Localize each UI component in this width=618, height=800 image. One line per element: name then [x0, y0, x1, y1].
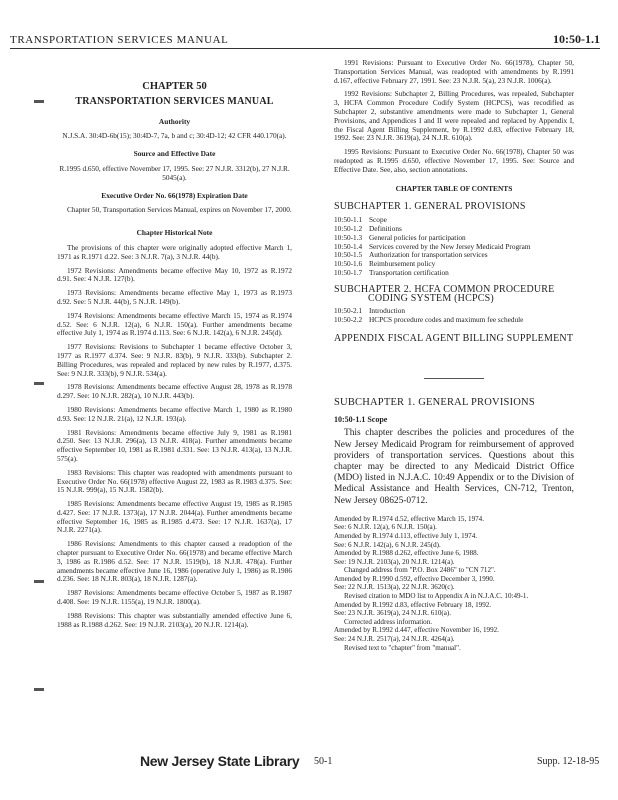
annotation-line: Amended by R.1990 d.592, effective December 3, 1990. — [334, 574, 495, 583]
annotation-line: Amended by R.1992 d.447, effective November 16, 1992. — [334, 626, 499, 635]
toc-entry-title: Scope — [369, 215, 387, 225]
history-paragraph: 1973 Revisions: Amendments became effective May 1, 1973 as R.1973 d.92. See: 5 N.J.R. 44(b), 5 N.J.R. 149(b). — [57, 288, 292, 306]
history-paragraph: 1995 Revisions: Pursuant to Executive Order No. 66(1978), Chapter 50 was readopted as R.1995 d.650, effective November 17, 1995. See: Source and Effective Date. See, also, section annotations. — [334, 147, 574, 174]
toc-heading: CHAPTER TABLE OF CONTENTS — [395, 183, 513, 193]
toc-appendix-heading: APPENDIX FISCAL AGENT BILLING SUPPLEMENT — [334, 332, 574, 344]
toc-entry-title: Transportation certification — [369, 267, 449, 277]
annotation-line: Revised citation to MDO list to Appendix A in N.J.A.C. 10:49-1. — [344, 592, 529, 601]
expiration-heading: Executive Order No. 66(1978) Expiration Date — [101, 190, 248, 200]
history-paragraph: 1977 Revisions: Revisions to Subchapter 1 became effective October 3, 1977 as R.1977 d.374. See: 9 N.J.R. 83(b), 9 N.J.R. 333(b). Subchapter 2. Billing Procedures, was repealed and replaced by new rules by R.1977, d.375. See: 9 N.J.R. 333(b), 9 N.J.R. 534(a). — [57, 342, 292, 378]
annotation-line: Revised text to "chapter" from "manual". — [344, 643, 461, 652]
annotation-line: Changed address from "P.O. Box 2486" to "CN 712". — [344, 566, 496, 575]
toc-entry-number: 10:50-1.7 — [334, 267, 363, 277]
history-paragraph: 1987 Revisions: Amendments became effective October 5, 1987 as R.1987 d.408. See: 19 N.J.R. 1155(a), 19 N.J.R. 1800(a). — [57, 588, 292, 607]
right-column — [334, 59, 574, 652]
toc-subchapter-2-heading: SUBCHAPTER 2. HCFA COMMON PROCEDURE — [334, 283, 555, 295]
annotation-line: See: 19 N.J.R. 2103(a), 20 N.J.R. 1214(a). — [334, 557, 455, 566]
chapter-title: TRANSPORTATION SERVICES MANUAL — [75, 95, 274, 107]
toc-entry-title: Services covered by the New Jersey Medicaid Program — [369, 241, 531, 251]
toc-entry-title: Reimbursement policy — [369, 259, 436, 269]
history-paragraph: 1992 Revisions: Subchapter 2, Billing Procedures, was repealed, Subchapter 3, HCFA Common Procedure Codify System (HCPCS), was recodified as Subchapter 2, substantive amendments were made to Subchapter 1, General Provisions, and Appendices I and II were repealed and replaced by Appendix I, the Fiscal Agent Billing Supplement, by R.1992 d.83, effective February 18, 1992. See: 23 N.J.R. 3619(a), 24 N.J.R. 610(a). — [334, 89, 574, 143]
annotation-line: See: 22 N.J.R. 1513(a), 22 N.J.R. 3620(c). — [334, 583, 455, 592]
toc-entry-number: 10:50-2.1 — [334, 306, 363, 316]
toc-subchapter-1-heading: SUBCHAPTER 1. GENERAL PROVISIONS — [334, 201, 526, 213]
toc-entry-number: 10:50-1.4 — [334, 241, 363, 251]
annotation-line: Amended by R.1992 d.83, effective February 18, 1992. — [334, 600, 492, 609]
history-paragraph: 1991 Revisions: Pursuant to Executive Order No. 66(1978), Chapter 50, Transportation Services Manual, was readopted with amendments by R.1991 d.167, effective February 27, 1991. See: 23 N.J.R. 5(a), 23 N.J.R. 1006(a). — [334, 58, 574, 85]
toc-entry[interactable] — [334, 269, 574, 278]
toc-entry-title: HCPCS procedure codes and maximum fee schedule — [369, 315, 524, 325]
history-heading: Chapter Historical Note — [136, 228, 213, 238]
authority-heading: Authority — [158, 116, 191, 126]
left-column — [57, 59, 292, 634]
annotation-line: See: 23 N.J.R. 3619(a), 24 N.J.R. 610(a). — [334, 609, 452, 618]
history-paragraph: 1974 Revisions: Amendments became effective March 15, 1974 as R.1974 d.52. See: 6 N.J.R. 12(a), 6 N.J.R. 150(a). Further amendments became effective July 1, 1974 as R.1974 d.113. See: 6 N.J.R. 142(a), 6 N.J.R. 245(d). — [57, 310, 292, 338]
authority-text: N.J.S.A. 30:4D-6b(15); 30:4D-7, 7a, b and c; 30:4D-12; 42 CFR 440.170(a). — [62, 131, 287, 141]
divider — [424, 378, 484, 379]
annotation-line: See: 24 N.J.R. 2517(a), 24 N.J.R. 4264(a). — [334, 635, 455, 644]
annotation-line: Amended by R.1974 d.52, effective March 15, 1974. — [334, 514, 484, 523]
source-text: R.1995 d.650, effective November 17, 1995. See: 27 N.J.R. 3312(b), 27 N.J.R. 5045(a). — [59, 163, 290, 182]
toc-entry-title: Introduction — [369, 306, 406, 316]
expiration-text: Chapter 50, Transportation Services Manual, expires on November 17, 2000. — [67, 205, 292, 215]
annotation-line: See: 6 N.J.R. 12(a), 6 N.J.R. 150(a). — [334, 523, 437, 532]
toc-entry-number: 10:50-1.1 — [334, 215, 363, 225]
section-ref: 10:50-1.1 — [553, 32, 600, 46]
running-title: TRANSPORTATION SERVICES MANUAL — [10, 34, 229, 46]
toc-entry-title: General policies for participation — [369, 232, 466, 242]
page-number: 50-1 — [314, 756, 333, 767]
subchapter-title: SUBCHAPTER 1. GENERAL PROVISIONS — [334, 396, 535, 408]
history-paragraph: 1986 Revisions: Amendments to this chapter caused a readoption of the chapter pursuant to Executive Order No. 66(1978) and became effective March 3, 1986 as R.1986 d.52. See: 17 N.J.R. 1519(b), 18 N.J.R. 478(a). Further amendments became effective June 16, 1986 (operative July 1, 1986) as R.1986 d.236. See: 18 N.J.R. 803(a), 18 N.J.R. 1287(a). — [57, 539, 292, 584]
history-paragraph: 1985 Revisions: Amendments became effective August 19, 1985 as R.1985 d.427. See: 17 N.J.R. 1373(a), 17 N.J.R. 2044(a). Further amendments became effective September 16, 1985 as R.1985 d.473. See: 17 N.J.R. 1637(a), 17 N.J.R. 2271(a). — [57, 499, 292, 535]
toc-entry-number: 10:50-1.3 — [334, 232, 363, 242]
history-paragraph: 1988 Revisions: This chapter was substantially amended effective June 6, 1988 as R.1988 d.262. See: 19 N.J.R. 2103(a), 20 N.J.R. 1214(a). — [57, 610, 292, 629]
running-header — [10, 32, 600, 49]
margin-mark — [34, 688, 44, 691]
margin-mark — [34, 580, 44, 583]
toc-entry-number: 10:50-2.2 — [334, 315, 363, 325]
history-paragraph: The provisions of this chapter were originally adopted effective March 1, 1971 as R.1971 d.22. See: 3 N.J.R. 7(a), 3 N.J.R. 44(b). — [57, 242, 292, 261]
margin-mark — [34, 382, 44, 385]
margin-mark — [34, 100, 44, 103]
toc-entry-number: 10:50-1.2 — [334, 223, 363, 233]
toc-entry-title: Definitions — [369, 223, 402, 233]
annotation-line: Amended by R.1988 d.262, effective June 6, 1988. — [334, 549, 479, 558]
chapter-number: CHAPTER 50 — [142, 81, 207, 92]
annotation-line: See: 6 N.J.R. 142(a), 6 N.J.R. 245(d). — [334, 540, 441, 549]
annotation-line: Amended by R.1974 d.113, effective July 1, 1974. — [334, 531, 478, 540]
toc-entry-title: Authorization for transportation services — [369, 250, 488, 260]
source-heading: Source and Effective Date — [133, 149, 216, 159]
toc-entry[interactable] — [334, 316, 574, 325]
annotation-line: Corrected address information. — [344, 617, 433, 626]
library-stamp: New Jersey State Library — [140, 753, 300, 769]
history-paragraph: 1972 Revisions: Amendments became effective May 10, 1972 as R.1972 d.91. See: 4 N.J.R. 127(b). — [57, 265, 292, 284]
history-paragraph: 1980 Revisions: Amendments became effective March 1, 1980 as R.1980 d.93. See: 12 N.J.R. 21(a), 12 N.J.R. 193(a). — [57, 404, 292, 423]
history-paragraph: 1983 Revisions: This chapter was readopted with amendments pursuant to Executive Order No. 66(1978) effective August 22, 1983 as R.1983 d.375. See: 15 N.J.R. 999(a), 15 N.J.R. 1582(b). — [57, 467, 292, 495]
toc-subchapter-2-heading-cont: CODING SYSTEM (HCPCS) — [368, 292, 494, 304]
history-paragraph: 1981 Revisions: Amendments became effective July 9, 1981 as R.1981 d.250. See: 13 N.J.R. 296(a), 13 N.J.R. 418(a). Further amendments became effective September 10, 1981 as R.1981 d.331. See: 13 N.J.R. 413(a), 13 N.J.R. 575(a). — [57, 427, 292, 463]
scope-heading: 10:50-1.1 Scope — [334, 414, 388, 424]
history-paragraph: 1978 Revisions: Amendments became effective August 28, 1978 as R.1978 d.297. See: 10 N.J.R. 282(a), 10 N.J.R. 443(b). — [57, 382, 292, 401]
supplement-date: Supp. 12-18-95 — [537, 756, 600, 767]
toc-entry-number: 10:50-1.6 — [334, 259, 363, 269]
toc-entry-number: 10:50-1.5 — [334, 250, 363, 260]
scope-text: This chapter describes the policies and procedures of the New Jersey Medicaid Program for reimbursement of approved providers of transportation services. Questions about this chapter may be directed to any Medicaid District Office (MDO) listed in N.J.A.C. 10:49 Appendix or to the Division of Medical Assistance and Health Services, CN-712, Trenton, New Jersey 08625-0712. — [334, 428, 574, 506]
